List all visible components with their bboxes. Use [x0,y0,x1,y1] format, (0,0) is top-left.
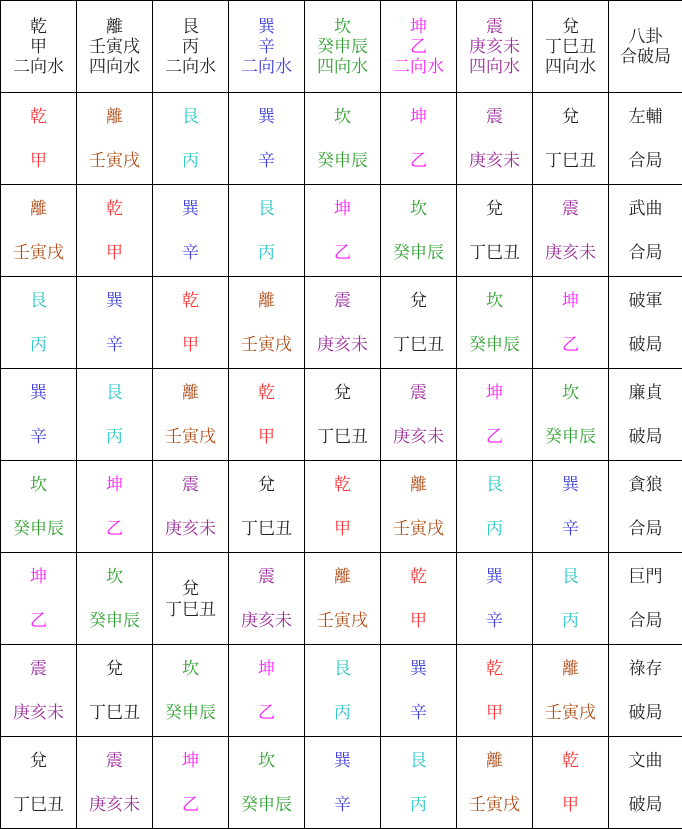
trigram-cell [229,277,305,369]
trigram-cell [457,185,533,277]
trigram-name: 坎 [106,566,123,587]
trigram-name: 坤 [106,474,123,495]
header-line: 巽 [258,16,275,37]
stems-branches: 甲 [334,518,351,539]
header-cell [1,1,77,93]
stems-branches: 乙 [562,334,579,355]
stems-branches: 庚亥未 [89,794,140,815]
table-row [1,185,682,277]
table-row [1,553,682,645]
stems-branches: 甲 [486,702,503,723]
trigram-cell [457,553,533,645]
result-label: 合局 [628,150,663,171]
stems-branches: 庚亥未 [317,334,368,355]
trigram-name: 坎 [334,106,351,127]
trigram-cell [305,277,381,369]
trigram-cell [229,737,305,829]
trigram-cell [457,461,533,553]
trigram-name: 坤 [486,382,503,403]
stems-branches: 辛 [258,150,275,171]
header-line: 兌 [562,16,579,37]
header-line: 二向水 [241,56,292,77]
trigram-name: 坤 [182,750,199,771]
stems-branches: 辛 [106,334,123,355]
trigram-cell [153,645,229,737]
stems-branches: 丁巳丑 [89,702,140,723]
star-name: 破軍 [628,290,663,311]
summary-cell [609,369,682,461]
stems-branches: 乙 [410,150,427,171]
trigram-name: 乾 [30,106,47,127]
header-line: 四向水 [469,56,520,77]
stems-branches: 辛 [562,518,579,539]
stems-branches: 乙 [106,518,123,539]
trigram-cell [77,277,153,369]
stems-branches: 辛 [486,610,503,631]
header-line: 甲 [30,36,47,57]
star-name: 祿存 [628,658,663,679]
trigram-cell [381,185,457,277]
header-cell [457,1,533,93]
result-label: 破局 [628,426,663,447]
trigram-cell [457,93,533,185]
trigram-name: 震 [410,382,427,403]
trigram-cell [457,737,533,829]
trigram-name: 乾 [410,566,427,587]
header-cell [229,1,305,93]
trigram-cell [153,553,229,645]
header-line: 二向水 [13,56,64,77]
trigram-name: 坤 [258,658,275,679]
trigram-name: 坤 [30,566,47,587]
stems-branches: 庚亥未 [393,426,444,447]
trigram-name: 坎 [30,474,47,495]
trigram-name: 乾 [334,474,351,495]
star-name: 文曲 [628,750,663,771]
stems-branches: 辛 [334,794,351,815]
stems-branches: 乙 [30,610,47,631]
trigram-cell [1,645,77,737]
trigram-cell [457,277,533,369]
trigram-cell [229,369,305,461]
trigram-cell [381,369,457,461]
header-line: 庚亥未 [469,36,520,57]
trigram-name: 艮 [106,382,123,403]
star-name: 貪狼 [628,474,663,495]
trigram-cell [305,369,381,461]
trigram-cell [229,185,305,277]
trigram-name: 兌 [182,578,199,599]
trigram-cell [457,645,533,737]
trigram-cell [153,461,229,553]
trigram-name: 離 [562,658,579,679]
stems-branches: 癸申辰 [165,702,216,723]
trigram-name: 離 [30,198,47,219]
stems-branches: 丙 [182,150,199,171]
stems-branches: 丁巳丑 [393,334,444,355]
trigram-cell [305,553,381,645]
header-line: 艮 [182,16,199,37]
trigram-name: 坤 [410,106,427,127]
header-line: 合破局 [620,46,671,67]
trigram-name: 兌 [410,290,427,311]
trigram-name: 震 [486,106,503,127]
table-body [1,1,682,829]
trigram-name: 巽 [410,658,427,679]
stems-branches: 乙 [258,702,275,723]
trigram-cell [77,461,153,553]
stems-branches: 丙 [258,242,275,263]
header-line: 壬寅戌 [89,36,140,57]
stems-branches: 丁巳丑 [241,518,292,539]
stems-branches: 庚亥未 [241,610,292,631]
summary-cell [609,553,682,645]
header-line: 乙 [410,36,427,57]
header-line: 四向水 [545,56,596,77]
stems-branches: 丁巳丑 [13,794,64,815]
trigram-name: 震 [334,290,351,311]
header-cell [153,1,229,93]
stems-branches: 癸申辰 [317,150,368,171]
stems-branches: 壬寅戌 [469,794,520,815]
table-row [1,277,682,369]
star-name: 武曲 [628,198,663,219]
stems-branches: 壬寅戌 [393,518,444,539]
trigram-cell [77,645,153,737]
trigram-cell [381,461,457,553]
trigram-name: 震 [562,198,579,219]
trigram-name: 兌 [106,658,123,679]
header-line: 離 [106,16,123,37]
trigram-cell [1,93,77,185]
stems-branches: 庚亥未 [469,150,520,171]
header-line: 乾 [30,16,47,37]
trigram-cell [1,277,77,369]
trigram-name: 巽 [562,474,579,495]
stems-branches: 丙 [562,610,579,631]
trigram-cell [77,553,153,645]
trigram-cell [1,461,77,553]
header-line: 辛 [258,36,275,57]
trigram-cell [229,461,305,553]
header-line: 震 [486,16,503,37]
trigram-name: 巽 [30,382,47,403]
table-row [1,737,682,829]
trigram-name: 兌 [30,750,47,771]
trigram-cell [381,93,457,185]
trigram-cell [1,553,77,645]
trigram-name: 坎 [258,750,275,771]
stems-branches: 癸申辰 [13,518,64,539]
trigram-cell [533,277,609,369]
stems-branches: 壬寅戌 [317,610,368,631]
stems-branches: 丁巳丑 [317,426,368,447]
trigram-name: 乾 [562,750,579,771]
stems-branches: 丙 [410,794,427,815]
trigram-name: 艮 [562,566,579,587]
stems-branches: 甲 [106,242,123,263]
trigram-cell [305,461,381,553]
trigram-name: 巽 [182,198,199,219]
trigram-cell [381,277,457,369]
trigram-name: 坎 [562,382,579,403]
trigram-cell [533,645,609,737]
trigram-cell [533,461,609,553]
trigram-name: 艮 [410,750,427,771]
stems-branches: 乙 [486,426,503,447]
trigram-cell [153,369,229,461]
stems-branches: 辛 [30,426,47,447]
trigram-cell [305,93,381,185]
header-line: 四向水 [317,56,368,77]
trigram-name: 坎 [486,290,503,311]
stems-branches: 壬寅戌 [165,426,216,447]
header-line: 丙 [182,36,199,57]
summary-cell [609,277,682,369]
trigram-cell [457,369,533,461]
trigram-cell [533,93,609,185]
trigram-name: 艮 [182,106,199,127]
star-name: 巨門 [628,566,663,587]
header-line: 八卦 [628,26,663,47]
trigram-name: 艮 [334,658,351,679]
stems-branches: 癸申辰 [469,334,520,355]
trigram-cell [153,93,229,185]
header-line: 癸申辰 [317,36,368,57]
trigram-name: 震 [258,566,275,587]
trigram-name: 坤 [334,198,351,219]
trigram-cell [229,645,305,737]
stems-branches: 丙 [30,334,47,355]
trigram-cell [153,277,229,369]
trigram-name: 離 [106,106,123,127]
trigram-name: 艮 [30,290,47,311]
summary-cell [609,645,682,737]
stems-branches: 甲 [258,426,275,447]
star-name: 廉貞 [628,382,663,403]
stems-branches: 癸申辰 [393,242,444,263]
stems-branches: 壬寅戌 [545,702,596,723]
result-label: 破局 [628,794,663,815]
table-row [1,461,682,553]
trigram-name: 離 [258,290,275,311]
trigram-cell [305,645,381,737]
result-label: 合局 [628,518,663,539]
trigram-name: 兌 [486,198,503,219]
trigram-cell [153,185,229,277]
stems-branches: 癸申辰 [241,794,292,815]
trigram-name: 坎 [410,198,427,219]
stems-branches: 庚亥未 [13,702,64,723]
trigram-cell [1,185,77,277]
header-line: 二向水 [393,56,444,77]
trigram-cell [533,185,609,277]
trigram-name: 巽 [486,566,503,587]
trigram-cell [77,93,153,185]
stems-branches: 壬寅戌 [241,334,292,355]
result-label: 破局 [628,334,663,355]
trigram-name: 乾 [258,382,275,403]
trigram-name: 兌 [258,474,275,495]
header-cell [77,1,153,93]
stems-branches: 丙 [486,518,503,539]
summary-cell [609,93,682,185]
table-row [1,369,682,461]
trigram-cell [1,369,77,461]
trigram-name: 乾 [182,290,199,311]
trigram-cell [1,737,77,829]
trigram-cell [533,369,609,461]
trigram-cell [381,553,457,645]
trigram-cell [153,737,229,829]
stems-branches: 庚亥未 [545,242,596,263]
stems-branches: 甲 [410,610,427,631]
trigram-name: 巽 [334,750,351,771]
header-cell [533,1,609,93]
trigram-name: 巽 [258,106,275,127]
trigram-name: 巽 [106,290,123,311]
header-row [1,1,682,93]
summary-cell [609,461,682,553]
header-line: 丁巳丑 [545,36,596,57]
table-row [1,645,682,737]
trigram-cell [533,737,609,829]
stems-branches: 乙 [334,242,351,263]
stems-branches: 癸申辰 [89,610,140,631]
trigram-name: 震 [182,474,199,495]
result-label: 合局 [628,610,663,631]
trigram-name: 坤 [562,290,579,311]
stems-branches: 癸申辰 [545,426,596,447]
stems-branches: 乙 [182,794,199,815]
trigram-name: 兌 [334,382,351,403]
result-label: 合局 [628,242,663,263]
stems-branches: 丁巳丑 [545,150,596,171]
trigram-name: 乾 [486,658,503,679]
stems-branches: 辛 [182,242,199,263]
stems-branches: 辛 [410,702,427,723]
result-label: 破局 [628,702,663,723]
trigram-name: 離 [334,566,351,587]
trigram-name: 離 [486,750,503,771]
trigram-cell [77,737,153,829]
trigram-cell [77,185,153,277]
trigram-name: 艮 [258,198,275,219]
summary-cell [609,185,682,277]
stems-branches: 丙 [334,702,351,723]
trigram-name: 兌 [562,106,579,127]
stems-branches: 丙 [106,426,123,447]
header-line: 二向水 [165,56,216,77]
stems-branches: 丁巳丑 [469,242,520,263]
trigram-name: 艮 [486,474,503,495]
stems-branches: 壬寅戌 [89,150,140,171]
trigram-name: 離 [182,382,199,403]
trigram-cell [305,185,381,277]
stems-branches: 甲 [182,334,199,355]
header-line: 坤 [410,16,427,37]
trigram-cell [533,553,609,645]
trigram-name: 震 [106,750,123,771]
trigram-name: 乾 [106,198,123,219]
stems-branches: 甲 [30,150,47,171]
trigram-cell [229,93,305,185]
summary-cell [609,737,682,829]
trigram-name: 離 [410,474,427,495]
trigram-name: 震 [30,658,47,679]
header-cell-summary [609,1,682,93]
star-name: 左輔 [628,106,663,127]
stems-branches: 壬寅戌 [13,242,64,263]
table-row [1,93,682,185]
header-line: 四向水 [89,56,140,77]
trigram-cell [381,737,457,829]
trigram-cell [381,645,457,737]
trigram-cell [77,369,153,461]
trigram-cell [229,553,305,645]
stems-branches: 庚亥未 [165,518,216,539]
stems-branches: 甲 [562,794,579,815]
stems-branches: 丁巳丑 [165,599,216,620]
trigram-name: 坎 [182,658,199,679]
header-line: 坎 [334,16,351,37]
trigram-cell [305,737,381,829]
header-cell [381,1,457,93]
header-cell [305,1,381,93]
